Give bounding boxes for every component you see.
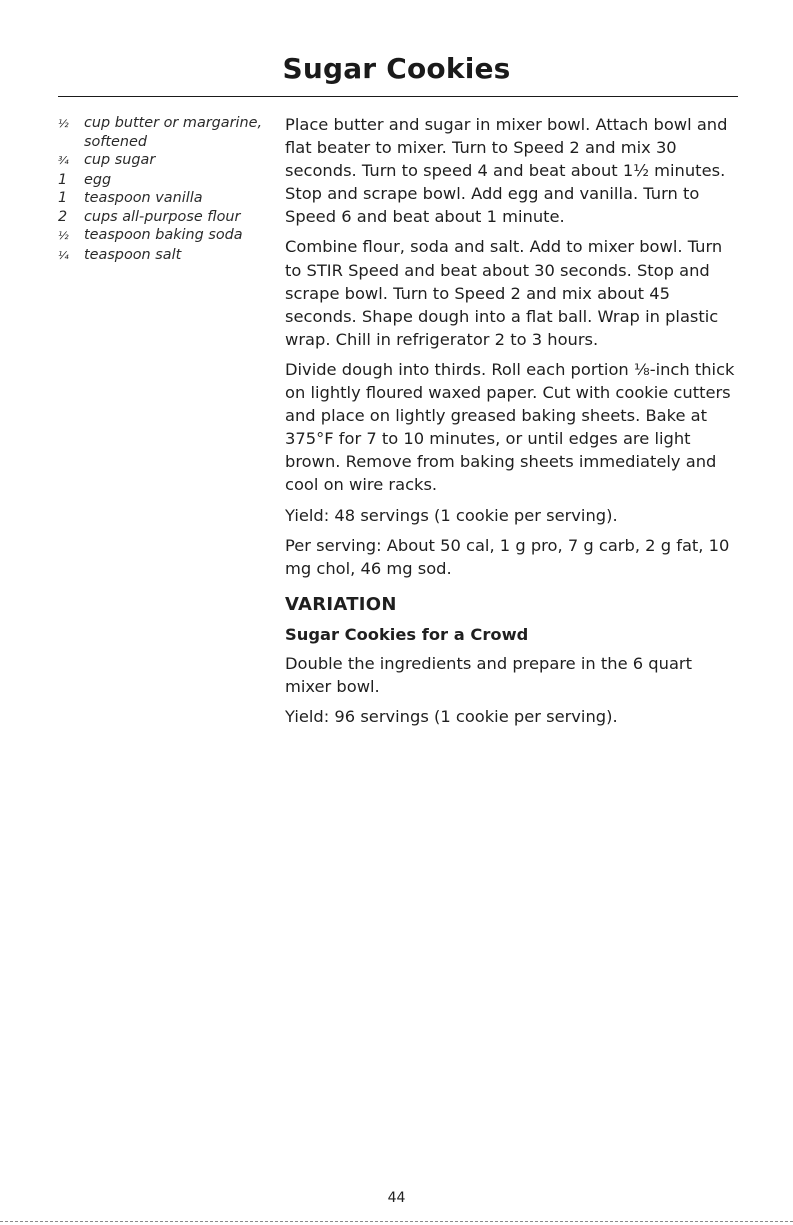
- ingredient-quantity: ½: [58, 117, 69, 130]
- ingredient-list: [58, 114, 273, 265]
- variation-heading: VARIATION: [285, 593, 397, 615]
- ingredient-item: [58, 151, 273, 171]
- method-column: [285, 113, 737, 735]
- ingredient-quantity: 2: [58, 208, 68, 225]
- method-step: Divide dough into thirds. Roll each portion ⅛-inch thick on lightly floured waxed paper. Cut with cookie cutters and place on lightly greased baking sheets. Bake at 375°F for 7 to 10 minutes, or until edges are light brown. Remove from baking sheets immediately and cool on wire racks.: [285, 359, 735, 495]
- ingredient-item: [58, 189, 273, 208]
- ingredient-quantity: ½: [58, 229, 69, 242]
- page-number: 44: [387, 1190, 406, 1206]
- ingredient-item: [58, 226, 273, 246]
- yield-text: Yield: 48 servings (1 cookie per serving).: [285, 505, 618, 525]
- ingredient-quantity: 1: [58, 171, 68, 188]
- title-divider: [58, 96, 738, 97]
- nutrition-text: Per serving: About 50 cal, 1 g pro, 7 g carb, 2 g fat, 10 mg chol, 46 mg sod.: [285, 535, 730, 578]
- ingredient-text: cup butter or margarine, softened: [84, 115, 263, 150]
- ingredient-item: [58, 114, 273, 151]
- variation-subheading: Sugar Cookies for a Crowd: [285, 624, 529, 644]
- ingredient-text: cups all-purpose flour: [84, 208, 241, 225]
- ingredient-quantity: ¾: [58, 154, 69, 167]
- ingredient-item: [58, 246, 273, 266]
- ingredient-item: [58, 171, 273, 190]
- ingredient-text: teaspoon vanilla: [84, 190, 203, 206]
- variation-yield: Yield: 96 servings (1 cookie per serving).: [285, 706, 618, 726]
- variation-text: Double the ingredients and prepare in the 6 quart mixer bowl.: [285, 653, 693, 696]
- page-bottom-edge: [0, 1221, 793, 1222]
- page-title: Sugar Cookies: [282, 52, 511, 85]
- ingredient-item: [58, 208, 273, 227]
- method-step: Combine flour, soda and salt. Add to mixer bowl. Turn to STIR Speed and beat about 30 seconds. Stop and scrape bowl. Turn to Speed 2 and mix about 45 seconds. Shape dough into a flat ball. Wrap in plastic wrap. Chill in refrigerator 2 to 3 hours.: [285, 237, 723, 349]
- ingredient-text: teaspoon salt: [84, 246, 182, 263]
- ingredient-quantity: 1: [58, 190, 68, 206]
- method-step: Place butter and sugar in mixer bowl. Attach bowl and flat beater to mixer. Turn to Speed 2 and mix 30 seconds. Turn to speed 4 and beat about 1½ minutes. Stop and scrape bowl. Add egg and vanilla. Turn to Speed 6 and beat about 1 minute.: [285, 115, 728, 227]
- ingredient-text: egg: [84, 171, 112, 188]
- ingredient-quantity: ¼: [58, 248, 69, 262]
- ingredient-text: teaspoon baking soda: [84, 227, 243, 243]
- ingredient-text: cup sugar: [84, 152, 156, 168]
